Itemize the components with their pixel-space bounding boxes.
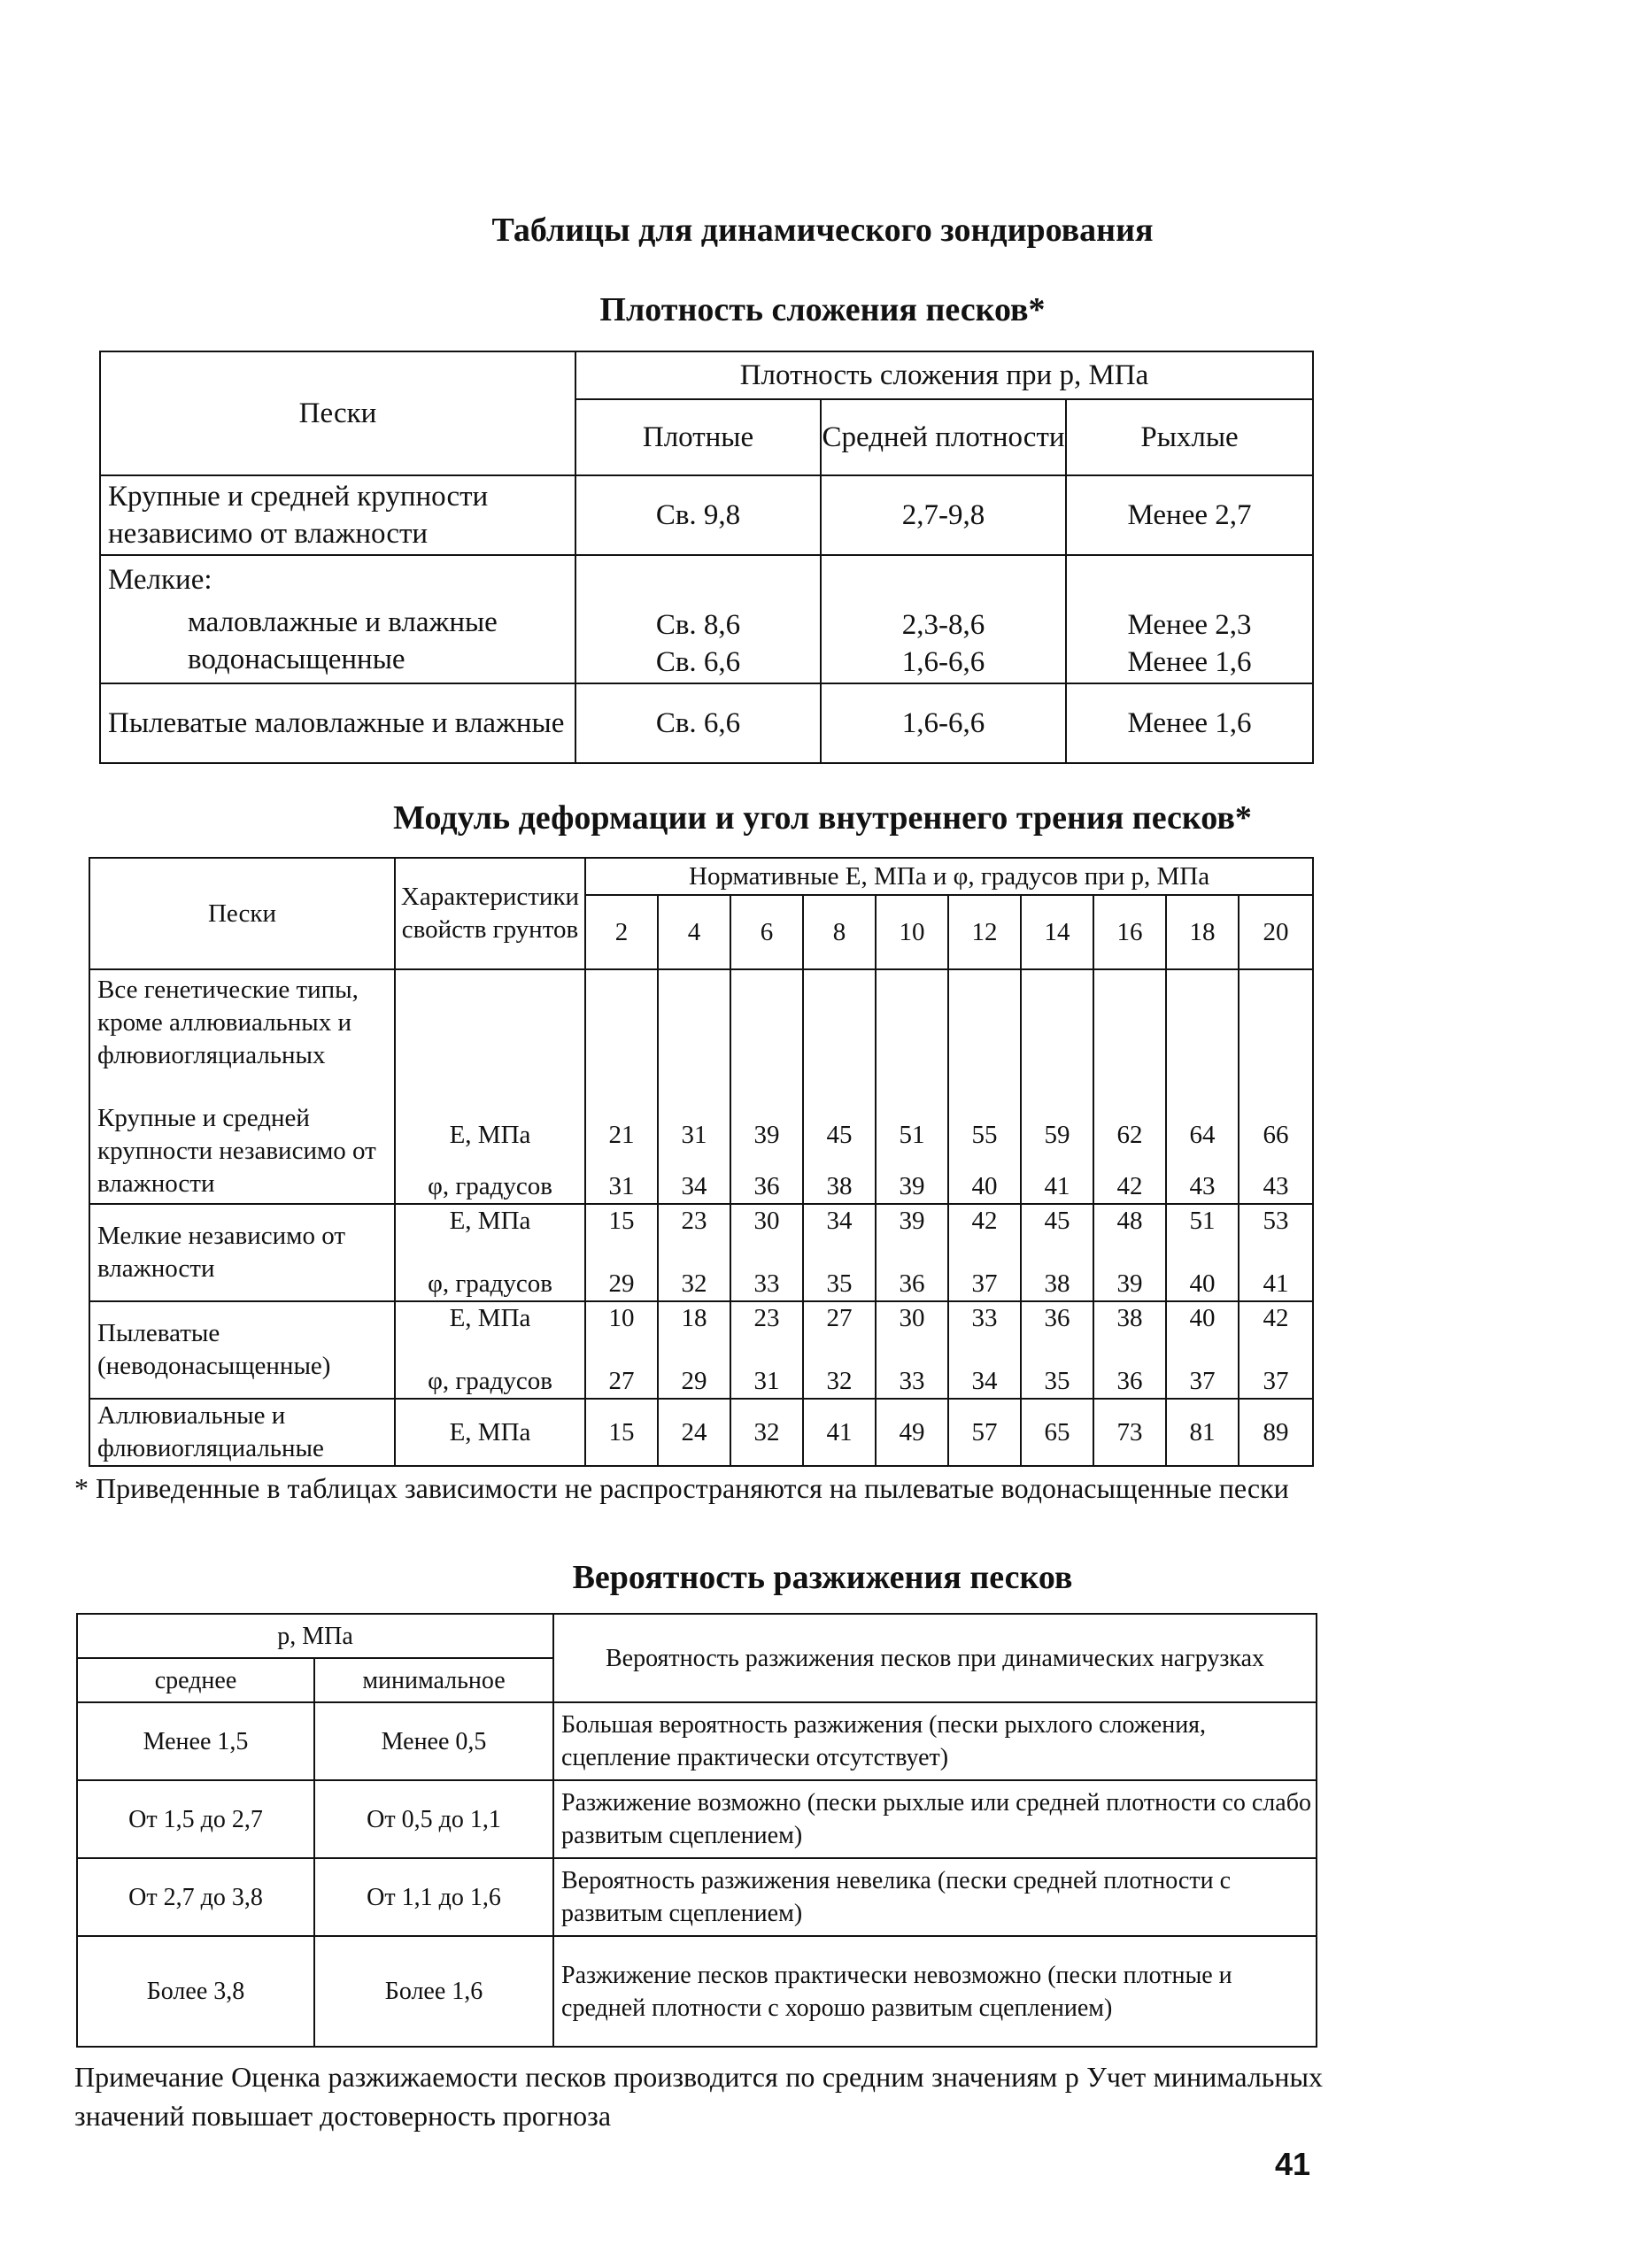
table2-cell: 49 [876,1399,948,1466]
table2-cell: 81 [1166,1399,1239,1466]
table2-cell: 27 [585,1363,658,1399]
table2-cell: 43 [1239,1169,1313,1204]
table3-cell: От 0,5 до 1,1 [314,1780,553,1858]
table1-fine-moist-label: маловлажные и влажные [188,606,498,638]
table2-cell: 40 [1166,1266,1239,1301]
table2-phi-label: φ, градусов [395,1363,585,1399]
table2-cell: 21 [585,1102,658,1169]
table2-cell: 29 [658,1363,730,1399]
table2-cell: 33 [730,1266,803,1301]
table2-cell: 30 [876,1301,948,1363]
table2-p-header: 8 [803,895,876,969]
table2-cell: 32 [730,1399,803,1466]
table2-cell: 59 [1021,1102,1093,1169]
table3-cell: От 1,1 до 1,6 [314,1858,553,1936]
table2-cell: 32 [658,1266,730,1301]
table1-cell: Менее 2,7 [1066,475,1313,555]
table2-cell: 45 [1021,1204,1093,1266]
table3-desc: Разжижение возможно (пески рыхлые или средней плотности со слабо развитым сцеплением) [553,1780,1317,1858]
table2-p-header: 14 [1021,895,1093,969]
table2-cell: 57 [948,1399,1021,1466]
table1-col-dense: Плотные [575,399,821,475]
table2-p-header: 10 [876,895,948,969]
table2-cell: 39 [730,1102,803,1169]
table2-cell: 65 [1021,1399,1093,1466]
table2-cell: 27 [803,1301,876,1363]
table3-avg-header: среднее [77,1658,314,1702]
table3-desc: Вероятность разжижения невелика (пески средней плотности с развитым сцеплением) [553,1858,1317,1936]
table2-p-header: 18 [1166,895,1239,969]
table2-cell: 29 [585,1266,658,1301]
table2-p-header: 16 [1093,895,1166,969]
table2-cell: 36 [1093,1363,1166,1399]
table2-cell: 66 [1239,1102,1313,1169]
table2-cell: 45 [803,1102,876,1169]
table2-intro-label: Все генетические типы, кроме аллювиальных и флювиогляциальных [89,969,395,1102]
table2-cell: 39 [1093,1266,1166,1301]
table2-cell: 23 [658,1204,730,1266]
table3-min-header: минимальное [314,1658,553,1702]
table2-cell: 34 [948,1363,1021,1399]
table3-desc: Разжижение песков практически невозможно (пески плотные и средней плотности с хорошо развитым сцеплением) [553,1936,1317,2047]
table2-cell: 23 [730,1301,803,1363]
table3-p-header: р, МПа [77,1614,553,1658]
table3-title: Вероятность разжижения песков [572,1559,1073,1596]
table2-cell: 34 [658,1169,730,1204]
note: Примечание Оценка разжижаемости песков производится по средним значениям р Учет минимальных значений повышает достоверность прогноза [74,2061,1323,2132]
table1-cell: Св. 9,8 [575,475,821,555]
table3-cell: От 1,5 до 2,7 [77,1780,314,1858]
table2-cell: 33 [948,1301,1021,1363]
table2-cell: 35 [1021,1363,1093,1399]
table2-cell: 10 [585,1301,658,1363]
table2-cell: 15 [585,1204,658,1266]
table2-cell: 43 [1166,1169,1239,1204]
table1-cell: 2,7-9,8 [821,475,1066,555]
table2-title: Модуль деформации и угол внутреннего трения песков* [393,799,1252,837]
table2-cell: 42 [1239,1301,1313,1363]
table2-cell: 36 [876,1266,948,1301]
table1-col-medium: Средней плотности [821,399,1066,475]
table3-cell: Более 3,8 [77,1936,314,2047]
table3-desc: Большая вероятность разжижения (пески рыхлого сложения, сцепление практически отсутствует) [553,1702,1317,1780]
table2-cell: 41 [1239,1266,1313,1301]
table2-cell: 31 [658,1102,730,1169]
table2-phi-label: φ, градусов [395,1169,585,1204]
table2-cell: 34 [803,1204,876,1266]
table2-p-header: 4 [658,895,730,969]
table2-cell: 55 [948,1102,1021,1169]
table2-cell: 42 [1093,1169,1166,1204]
table2-cell: 40 [1166,1301,1239,1363]
table1-cell: Св. 6,6 [575,683,821,763]
table1-row-label: Крупные и средней крупности независимо от влажности [100,475,575,555]
table2-cell: 89 [1239,1399,1313,1466]
table2-e-label: Е, МПа [395,1399,585,1466]
table2-cell: 62 [1093,1102,1166,1169]
page-heading: Таблицы для динамического зондирования [491,212,1154,249]
table2-cell: 37 [1166,1363,1239,1399]
table3-cell: Менее 0,5 [314,1702,553,1780]
table2-row-label: Пылеватые (неводонасыщенные) [89,1301,395,1399]
table1-cell: 1,6-6,6 [821,683,1066,763]
table2-char-header: Характеристики свойств грунтов [395,858,585,969]
table2-cell: 53 [1239,1204,1313,1266]
deformation-table [89,857,1314,1467]
density-table [99,351,1314,764]
table2-cell: 64 [1166,1102,1239,1169]
table1-cell: 2,3-8,6 1,6-6,6 [821,555,1066,683]
table1-group-header: Плотность сложения при р, МПа [575,351,1313,399]
table2-cell: 39 [876,1169,948,1204]
table1-fine-label: Мелкие: [108,563,212,596]
table2-cell: 18 [658,1301,730,1363]
table2-p-header: 6 [730,895,803,969]
table2-e-label: Е, МПа [395,1102,585,1169]
table2-phi-label: φ, градусов [395,1266,585,1301]
table2-row-label: Аллювиальные и флювиогляциальные [89,1399,395,1466]
table2-cell: 40 [948,1169,1021,1204]
table2-p-header: 20 [1239,895,1313,969]
table2-cell: 37 [948,1266,1021,1301]
table2-cell: 36 [1021,1301,1093,1363]
table1-cell: Менее 2,3 Менее 1,6 [1066,555,1313,683]
table2-sands-header: Пески [89,858,395,969]
table2-cell: 48 [1093,1204,1166,1266]
table2-row-label: Мелкие независимо от влажности [89,1204,395,1301]
table3-cell: Более 1,6 [314,1936,553,2047]
table2-cell: 30 [730,1204,803,1266]
table2-row-label: Крупные и средней крупности независимо от влажности [89,1102,395,1204]
table2-cell: 33 [876,1363,948,1399]
table3-cell: Менее 1,5 [77,1702,314,1780]
table1-col-loose: Рыхлые [1066,399,1313,475]
footnote: * Приведенные в таблицах зависимости не распространяются на пылеватые водонасыщенные пески [74,1472,1289,1504]
page-number: 41 [1275,2146,1311,2182]
table1-title: Плотность сложения песков* [599,291,1046,328]
table3-prob-header: Вероятность разжижения песков при динамических нагрузках [553,1614,1317,1702]
table2-e-label: Е, МПа [395,1204,585,1266]
table2-p-header: 12 [948,895,1021,969]
table2-cell: 15 [585,1399,658,1466]
table2-cell: 42 [948,1204,1021,1266]
liquefaction-table [76,1613,1317,2048]
table2-cell: 32 [803,1363,876,1399]
table2-cell: 24 [658,1399,730,1466]
table2-cell: 38 [1093,1301,1166,1363]
table2-e-label: Е, МПа [395,1301,585,1363]
table2-cell: 51 [876,1102,948,1169]
table1-cell: Менее 1,6 [1066,683,1313,763]
table1-row-label: Пылеватые маловлажные и влажные [100,683,575,763]
table2-cell: 36 [730,1169,803,1204]
table2-cell: 38 [1021,1266,1093,1301]
table2-cell: 31 [585,1169,658,1204]
table2-p-header: 2 [585,895,658,969]
table2-cell: 51 [1166,1204,1239,1266]
table1-sands-header: Пески [100,351,575,475]
table2-cell: 41 [803,1399,876,1466]
table1-fine-saturated-label: водонасыщенные [188,643,405,675]
table2-cell: 39 [876,1204,948,1266]
table2-cell: 38 [803,1169,876,1204]
table2-cell: 31 [730,1363,803,1399]
table2-cell: 35 [803,1266,876,1301]
table1-row-label [100,555,575,683]
table2-cell: 73 [1093,1399,1166,1466]
table2-cell: 41 [1021,1169,1093,1204]
table2-cell: 37 [1239,1363,1313,1399]
table3-cell: От 2,7 до 3,8 [77,1858,314,1936]
table2-group-header: Нормативные Е, МПа и φ, градусов при р, МПа [585,858,1313,895]
table1-cell: Св. 8,6 Св. 6,6 [575,555,821,683]
